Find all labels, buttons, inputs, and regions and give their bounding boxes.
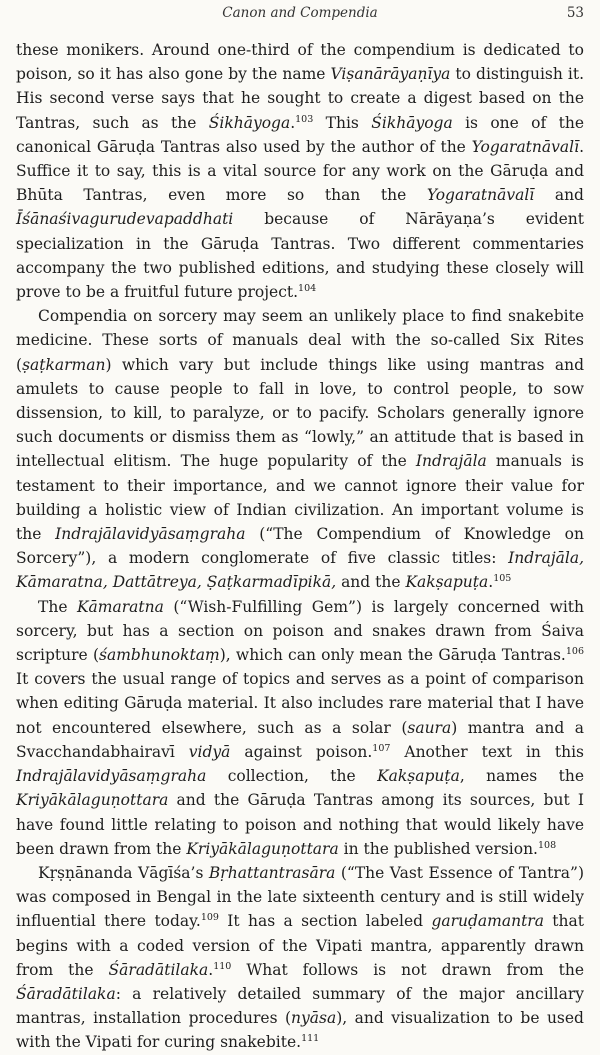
text-run: Compendia on sorcery may seem an unlikely place to find snakebite medicine. These sorts of manuals deal with the so-called Six Rites ( bbox=[16, 307, 584, 374]
text-run: to distinguish it. His second verse says that he sought to create a digest based on the Tantras, such as the bbox=[16, 65, 584, 132]
italic-term: Śāradātilaka bbox=[16, 984, 116, 1003]
text-run: because of Nārāyaṇa’s evident specialization in the Gāruḍa Tantras. Two different commentaries accompany the two published editions, and studying these closely will prove to be a fruitful future project. bbox=[16, 210, 584, 302]
text-run: Kṛṣṇānanda Vāgīśa’s bbox=[38, 863, 209, 882]
text-run: : a relatively detailed summary of the major ancillary mantras, installation procedures ( bbox=[16, 984, 584, 1028]
italic-term: Kriyākālaguṇottara bbox=[16, 791, 169, 810]
text-run: (“The Vast Essence of Tantra”) was composed in Bengal in the late sixteenth century and is still widely influential there today. bbox=[16, 863, 584, 931]
text-run: is one of the canonical Gāruḍa Tantras also used by the author of the bbox=[16, 113, 585, 156]
text-run: This bbox=[313, 113, 372, 132]
text-run: and the Gāruḍa Tantras among its sources, but I have found little relating to poison and nothing that would likely have been drawn from the bbox=[16, 791, 584, 858]
footnote-ref: 111 bbox=[301, 1033, 320, 1045]
paragraph bbox=[16, 38, 584, 304]
italic-term: Kakṣapuṭa bbox=[405, 573, 489, 592]
text-run: ), which can only mean the Gāruḍa Tantras. bbox=[219, 646, 566, 665]
italic-term: Kakṣapuṭa bbox=[377, 767, 460, 786]
italic-term: Indrajālavidyāsaṃgraha bbox=[16, 767, 207, 786]
text-run: (“The Compendium of Knowledge on Sorcery”), a modern conglomerate of five classic titles: bbox=[16, 525, 584, 568]
italic-term: saura bbox=[407, 718, 452, 737]
italic-term: Kriyākālaguṇottara bbox=[186, 839, 339, 858]
italic-term: Indrajāla bbox=[415, 452, 487, 471]
paragraph bbox=[16, 595, 584, 861]
footnote-ref: 108 bbox=[538, 839, 557, 851]
text-run: manuals is testament to their importance, and we cannot ignore their value for building a holistic view of Indian civilization. An important volume is the bbox=[16, 452, 585, 544]
italic-term: Yogaratnāvalī bbox=[471, 137, 580, 156]
italic-term: Īśānaśivagurudevapaddhati bbox=[16, 210, 234, 229]
text-run: What follows is not drawn from the bbox=[231, 960, 585, 979]
italic-term: Indrajālavidyāsaṃgraha bbox=[55, 525, 246, 544]
italic-term: Śāradātilaka bbox=[108, 960, 209, 979]
text-run: in the published version. bbox=[338, 839, 538, 858]
text-run: these monikers. Around one-third of the compendium is dedicated to poison, so it has also gone by the name bbox=[16, 41, 584, 84]
text-run: It has a section labeled bbox=[218, 912, 432, 931]
italic-term: ṣaṭkarman bbox=[22, 355, 106, 374]
footnote-ref: 107 bbox=[372, 742, 391, 754]
footnote-ref: 106 bbox=[565, 646, 584, 658]
text-run: that begins with a coded version of the Vipati mantra, apparently drawn from the bbox=[16, 912, 584, 979]
footnote-ref: 105 bbox=[493, 573, 512, 585]
footnote-ref: 104 bbox=[298, 283, 317, 295]
italic-term: Indrajāla, Kāmaratna, Dattātreya, Ṣaṭkarmadīpikā, bbox=[16, 549, 584, 592]
text-run: It covers the usual range of topics and serves as a point of comparison when editing Gāruḍa material. It also includes rare material that I have not encountered elsewhere, such as a solar ( bbox=[16, 670, 584, 737]
text-run: collection, the bbox=[206, 767, 378, 786]
italic-term: Kāmaratna bbox=[76, 597, 164, 616]
text-run: The bbox=[38, 597, 77, 616]
text-run: . bbox=[208, 960, 214, 979]
text-run: and bbox=[534, 186, 584, 205]
text-run: ) which vary but include things like using mantras and amulets to cause people to fall in love, to control people, to sow dissension, to kill, to paralyze, or to pacify. Scholars generally ignore such documents or dismiss them as “lowly,” an attitude that is based in intellectual elitism. The huge popularity of the bbox=[16, 355, 584, 471]
running-title: Canon and Compendia bbox=[222, 5, 378, 21]
text-run: , names the bbox=[459, 767, 585, 786]
text-run: (“Wish-Fulfilling Gem”) is largely concerned with sorcery, but has a section on poison and snakes drawn from Śaiva scripture ( bbox=[16, 597, 585, 665]
italic-term: Viṣanārāyaṇīya bbox=[330, 65, 451, 84]
paragraph bbox=[16, 304, 584, 594]
body-text bbox=[16, 38, 584, 1055]
italic-term: Śikhāyoga bbox=[208, 113, 291, 132]
footnote-ref: 109 bbox=[200, 912, 219, 924]
italic-term: Yogaratnāvalī bbox=[426, 186, 535, 205]
text-run: . bbox=[488, 573, 494, 592]
footnote-ref: 103 bbox=[295, 113, 314, 125]
running-head bbox=[16, 0, 584, 34]
italic-term: nyāsa bbox=[291, 1009, 337, 1028]
text-run: and the bbox=[336, 573, 406, 592]
italic-term: Śikhāyoga bbox=[371, 113, 453, 132]
page-number: 53 bbox=[566, 5, 584, 21]
text-run: ) mantra and a Svacchandabhairavī bbox=[16, 718, 585, 761]
text-run: ), and visualization to be used with the Vipati for curing snakebite. bbox=[16, 1009, 584, 1052]
italic-term: Bṛhattantrasāra bbox=[208, 863, 336, 882]
text-run: Another text in this bbox=[390, 742, 584, 761]
paragraph bbox=[16, 861, 584, 1055]
italic-term: śambhunoktaṃ bbox=[99, 646, 220, 665]
text-run: against poison. bbox=[230, 742, 373, 761]
text-run: . bbox=[290, 113, 296, 132]
footnote-ref: 110 bbox=[213, 960, 232, 972]
italic-term: garuḍamantra bbox=[431, 912, 544, 931]
text-run: . Suffice it to say, this is a vital source for any work on the Gāruḍa and Bhūta Tantras, even more so than the bbox=[16, 137, 584, 205]
italic-term: vidyā bbox=[188, 742, 231, 761]
